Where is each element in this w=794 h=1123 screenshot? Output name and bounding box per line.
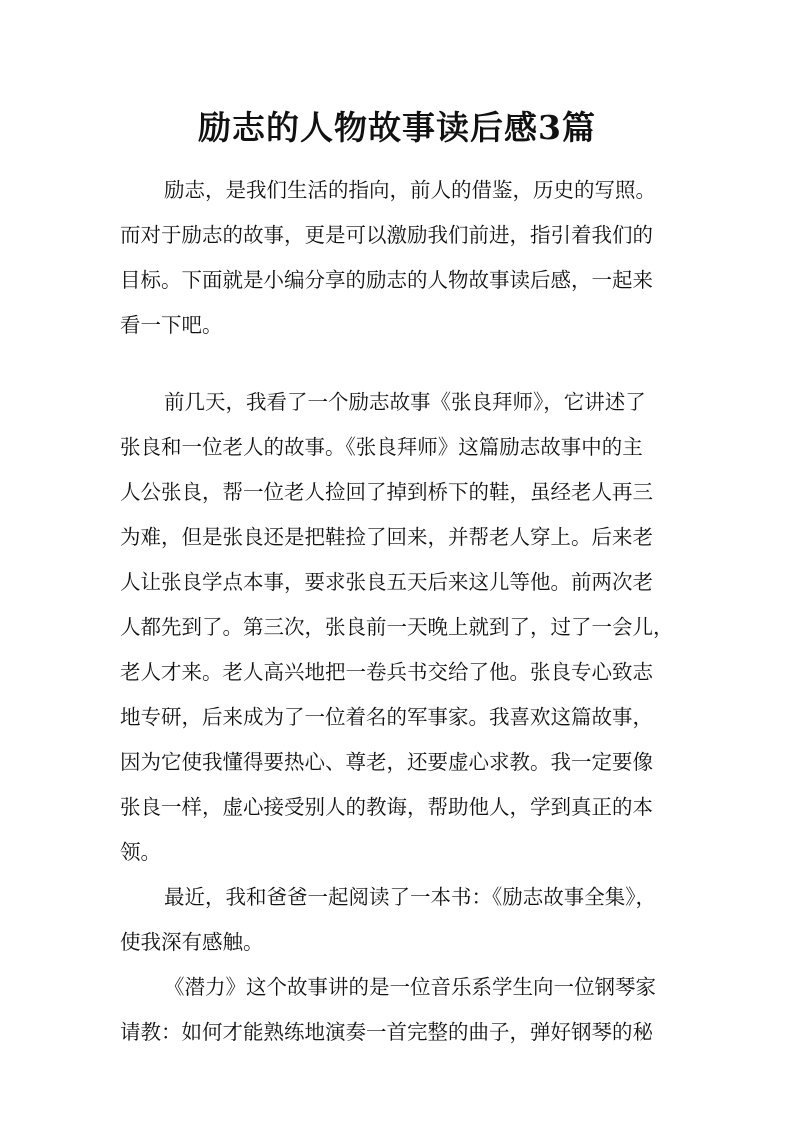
paragraph-line: 而对于励志的故事，更是可以激励我们前进，指引着我们的: [120, 223, 653, 247]
paragraph-intro: [120, 168, 690, 348]
paragraph-line: 看一下吧。: [120, 313, 223, 337]
paragraph-zhang-liang: [120, 380, 690, 1055]
paragraph-line: 人都先到了。第三次，张良前一天晚上就到了，过了一会儿，: [120, 615, 674, 639]
paragraph-line: 目标。下面就是小编分享的励志的人物故事读后感，一起来: [120, 268, 653, 292]
paragraph-line: 张良和一位老人的故事。《张良拜师》这篇励志故事中的主: [120, 435, 643, 459]
paragraph-line: 使我深有感触。: [120, 930, 264, 954]
paragraph-line: 因为它使我懂得要热心、尊老，还要虚心求教。我一定要像: [120, 750, 653, 774]
paragraph-line: 为难，但是张良还是把鞋捡了回来，并帮老人穿上。后来老: [120, 525, 653, 549]
paragraph-line: 前几天，我看了一个励志故事《张良拜师》，它讲述了: [164, 390, 646, 414]
paragraph-line: 老人才来。老人高兴地把一卷兵书交给了他。张良专心致志: [120, 660, 653, 684]
paragraph-line: 人让张良学点本事，要求张良五天后来这儿等他。前两次老: [120, 570, 653, 594]
paragraph-line: 请教：如何才能熟练地演奏一首完整的曲子，弹好钢琴的秘: [120, 1020, 653, 1044]
paragraph-line: 领。: [120, 840, 161, 864]
paragraph-line: 张良一样，虚心接受别人的教诲，帮助他人，学到真正的本: [120, 795, 653, 819]
paragraph-line: 人公张良，帮一位老人捡回了掉到桥下的鞋，虽经老人再三: [120, 480, 653, 504]
paragraph-line: 励志，是我们生活的指向，前人的借鉴，历史的写照。: [164, 178, 656, 202]
paragraph-line: 最近，我和爸爸一起阅读了一本书：《励志故事全集》，: [164, 885, 656, 909]
paragraph-line: 地专研，后来成为了一位着名的军事家。我喜欢这篇故事，: [120, 705, 653, 729]
paragraph-line: 《潜力》这个故事讲的是一位音乐系学生向一位钢琴家: [164, 975, 656, 999]
document-title: 励志的人物故事读后感3篇: [198, 108, 596, 147]
